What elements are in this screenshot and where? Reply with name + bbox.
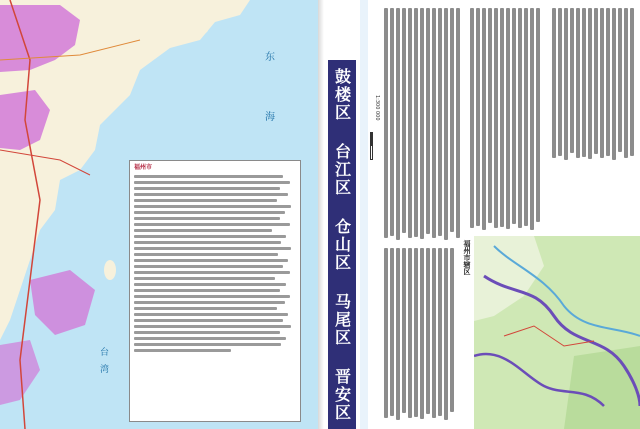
text-line: [606, 8, 610, 156]
text-line: [432, 8, 436, 238]
text-line: [576, 8, 580, 158]
text-line: [134, 235, 286, 238]
text-line: [506, 8, 510, 229]
text-line: [512, 8, 516, 224]
section-heading: 福州市辖区: [463, 240, 471, 275]
text-line: [414, 8, 418, 237]
text-line: [426, 248, 430, 414]
text-line: [476, 8, 480, 226]
text-line: [488, 8, 492, 223]
sea-label: 海: [265, 112, 275, 123]
text-line: [494, 8, 498, 228]
island: [104, 260, 116, 280]
text-line: [134, 331, 280, 334]
text-line: [134, 313, 288, 316]
text-line: [470, 8, 474, 228]
text-line: [456, 8, 460, 238]
text-line: [134, 187, 280, 190]
text-line: [564, 8, 568, 160]
text-line: [426, 8, 430, 234]
text-line: [134, 193, 288, 196]
text-line: [134, 301, 285, 304]
text-line: [134, 265, 283, 268]
text-line: [600, 8, 604, 158]
text-line: [384, 248, 388, 418]
text-line: [134, 259, 288, 262]
hill-area: [564, 346, 640, 429]
text-line: [582, 8, 586, 157]
text-line: [618, 8, 622, 152]
text-line: [134, 217, 280, 220]
right-text-page: [324, 0, 640, 429]
urban-area-south: [30, 270, 95, 335]
title-bar: [328, 60, 356, 429]
left-map-page: [0, 0, 318, 429]
text-line: [500, 8, 504, 227]
text-line: [134, 247, 291, 250]
text-line: [518, 8, 522, 228]
city-description-box: [129, 160, 301, 422]
text-line: [414, 248, 418, 417]
text-line: [134, 319, 283, 322]
island: [192, 26, 208, 34]
text-line: [450, 8, 454, 232]
text-line: [134, 223, 290, 226]
strait-label: 湾: [100, 365, 110, 375]
text-line: [134, 229, 272, 232]
text-line: [432, 248, 436, 418]
text-line: [134, 205, 291, 208]
text-line: [134, 349, 231, 352]
text-line: [390, 8, 394, 236]
text-line: [444, 8, 448, 240]
text-line: [134, 175, 283, 178]
text-line: [396, 248, 400, 420]
text-line: [134, 181, 290, 184]
text-line: [134, 253, 278, 256]
text-line: [420, 8, 424, 239]
text-line: [408, 8, 412, 238]
text-line: [482, 8, 486, 230]
district-map: [474, 236, 640, 429]
text-line: [408, 248, 412, 418]
text-line: [134, 343, 281, 346]
text-line: [402, 248, 406, 413]
sea-label: 东: [265, 52, 275, 63]
city-description-title: 福州市: [134, 164, 153, 171]
strait-label: 台: [100, 348, 110, 358]
text-line: [134, 211, 285, 214]
text-line: [390, 248, 394, 416]
text-line: [594, 8, 598, 154]
text-line: [438, 8, 442, 236]
text-line: [134, 307, 277, 310]
text-line: [134, 325, 291, 328]
text-line: [396, 8, 400, 240]
text-line: [552, 8, 556, 158]
scale-bar: [370, 132, 373, 160]
text-line: [134, 337, 286, 340]
text-line: [570, 8, 574, 153]
text-line: [134, 295, 290, 298]
text-line: [134, 277, 275, 280]
text-line: [624, 8, 628, 158]
text-line: [134, 241, 281, 244]
text-line: [558, 8, 562, 156]
text-line: [402, 8, 406, 233]
text-line: [420, 248, 424, 419]
text-line: [630, 8, 634, 156]
text-line: [134, 199, 277, 202]
text-line: [612, 8, 616, 160]
text-line: [524, 8, 528, 226]
page-heading: 鼓楼区 台江区 仓山区 马尾区 晋安区: [332, 67, 352, 422]
text-line: [134, 289, 280, 292]
text-line: [530, 8, 534, 230]
text-line: [438, 248, 442, 416]
text-line: [450, 248, 454, 412]
text-line: [134, 283, 286, 286]
urban-area-southwest: [0, 340, 40, 405]
scale-text: 1:300 000: [374, 95, 380, 121]
text-line: [384, 8, 388, 238]
text-line: [588, 8, 592, 159]
heading-band: [360, 0, 368, 429]
text-line: [134, 271, 290, 274]
text-line: [536, 8, 540, 222]
text-line: [444, 248, 448, 420]
